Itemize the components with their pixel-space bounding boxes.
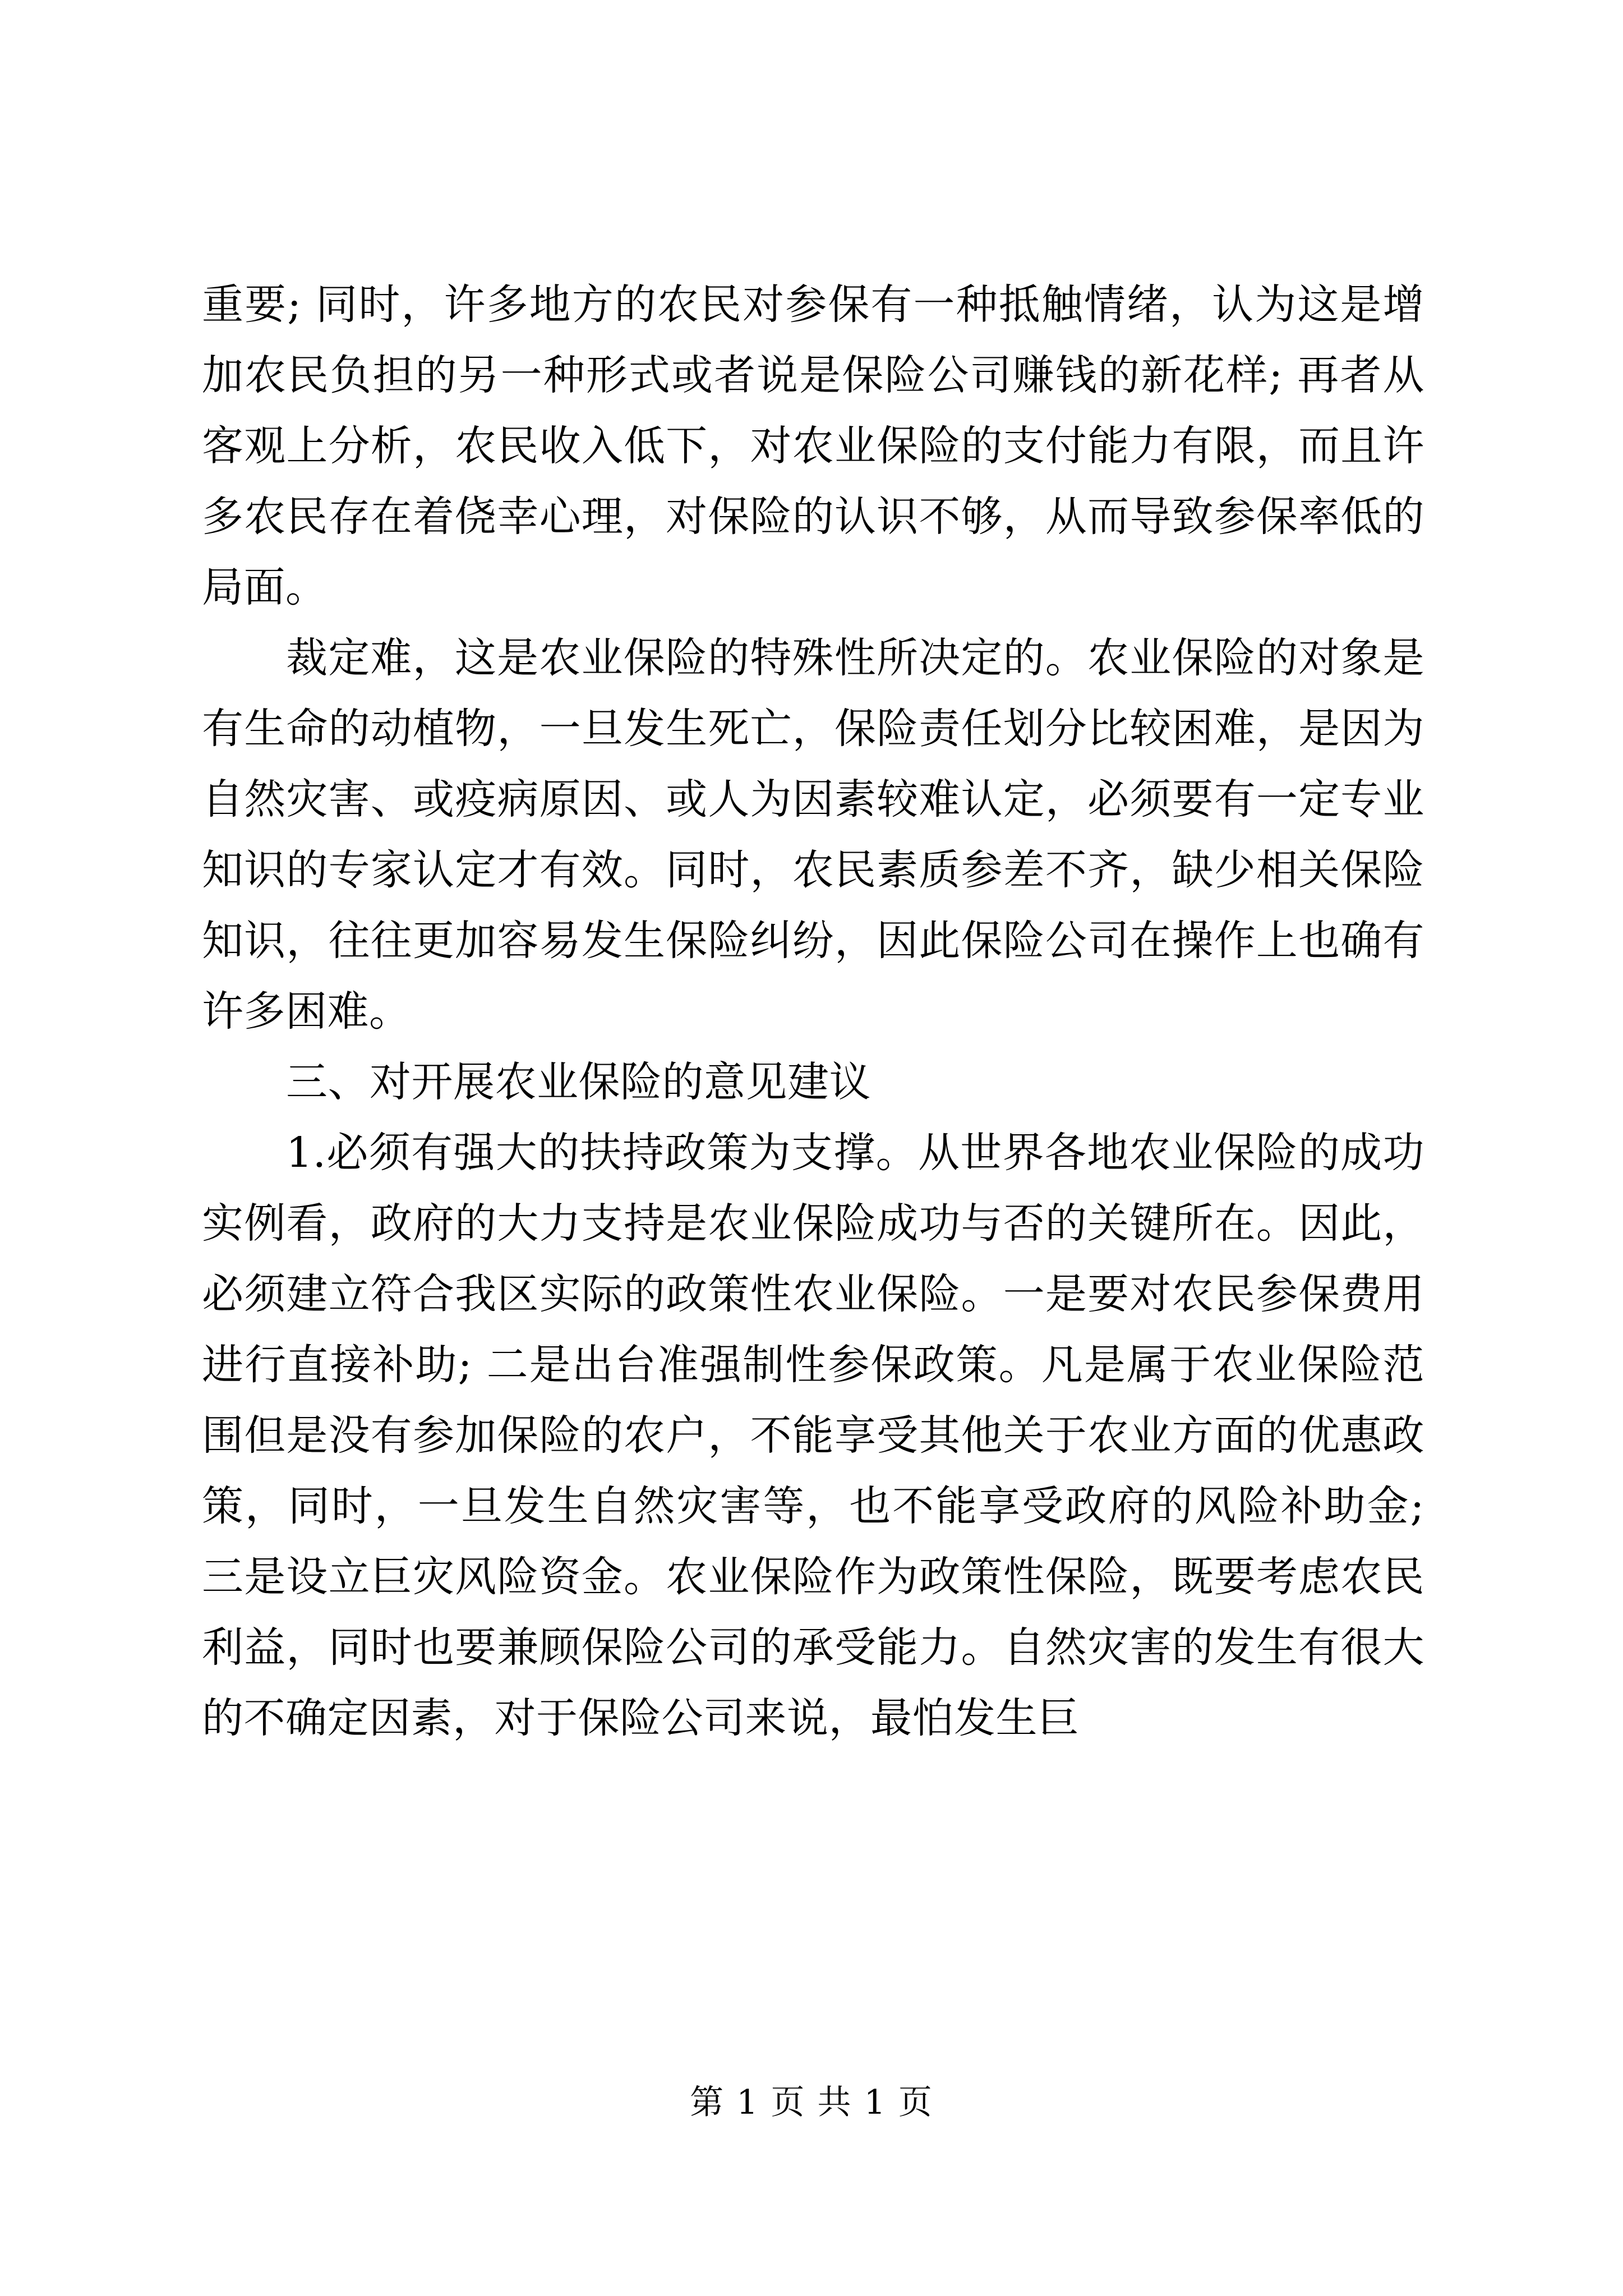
paragraph-4: 1.必须有强大的扶持政策为支撑。从世界各地农业保险的成功实例看，政府的大力支持是农业保险成功与否的关键所在。因此，必须建立符合我区实际的政策性农业保险。一是要对农民参保费用进行直接补助; 二是出台准强制性参保政策。凡是属于农业保险范围但是没有参加保险的农户，不能享受其他关于农业方面的优惠政策，同时，一旦发生自然灾害等，也不能享受政府的风险补助金; 三是设立巨灾风险资金。农业保险作为政策性保险，既要考虑农民利益，同时也要兼顾保险公司的承受能力。自然灾害的发生有很大的不确定因素，对于保险公司来说，最怕发生巨 [202,1129,1424,1742]
paragraph-2: 裁定难，这是农业保险的特殊性所决定的。农业保险的对象是有生命的动植物，一旦发生死亡，保险责任划分比较困难，是因为自然灾害、或疫病原因、或人为因素较难认定，必须要有一定专业知识的专家认定才有效。同时，农民素质参差不齐，缺少相关保险知识，往往更加容易发生保险纠纷，因此保险公司在操作上也确有许多困难。 [202,634,1424,1036]
document-body [202,269,1424,1754]
page-footer: 第 1 页 共 1 页 [690,2083,933,2122]
paragraph-1: 重要; 同时，许多地方的农民对参保有一种抵触情绪，认为这是增加农民负担的另一种形式或者说是保险公司赚钱的新花样; 再者从客观上分析，农民收入低下，对农业保险的支付能力有限，而且许多农民存在着侥幸心理，对保险的认识不够，从而导致参保率低的局面。 [202,280,1424,611]
section-heading-3: 三、对开展农业保险的意见建议 [286,1058,871,1106]
